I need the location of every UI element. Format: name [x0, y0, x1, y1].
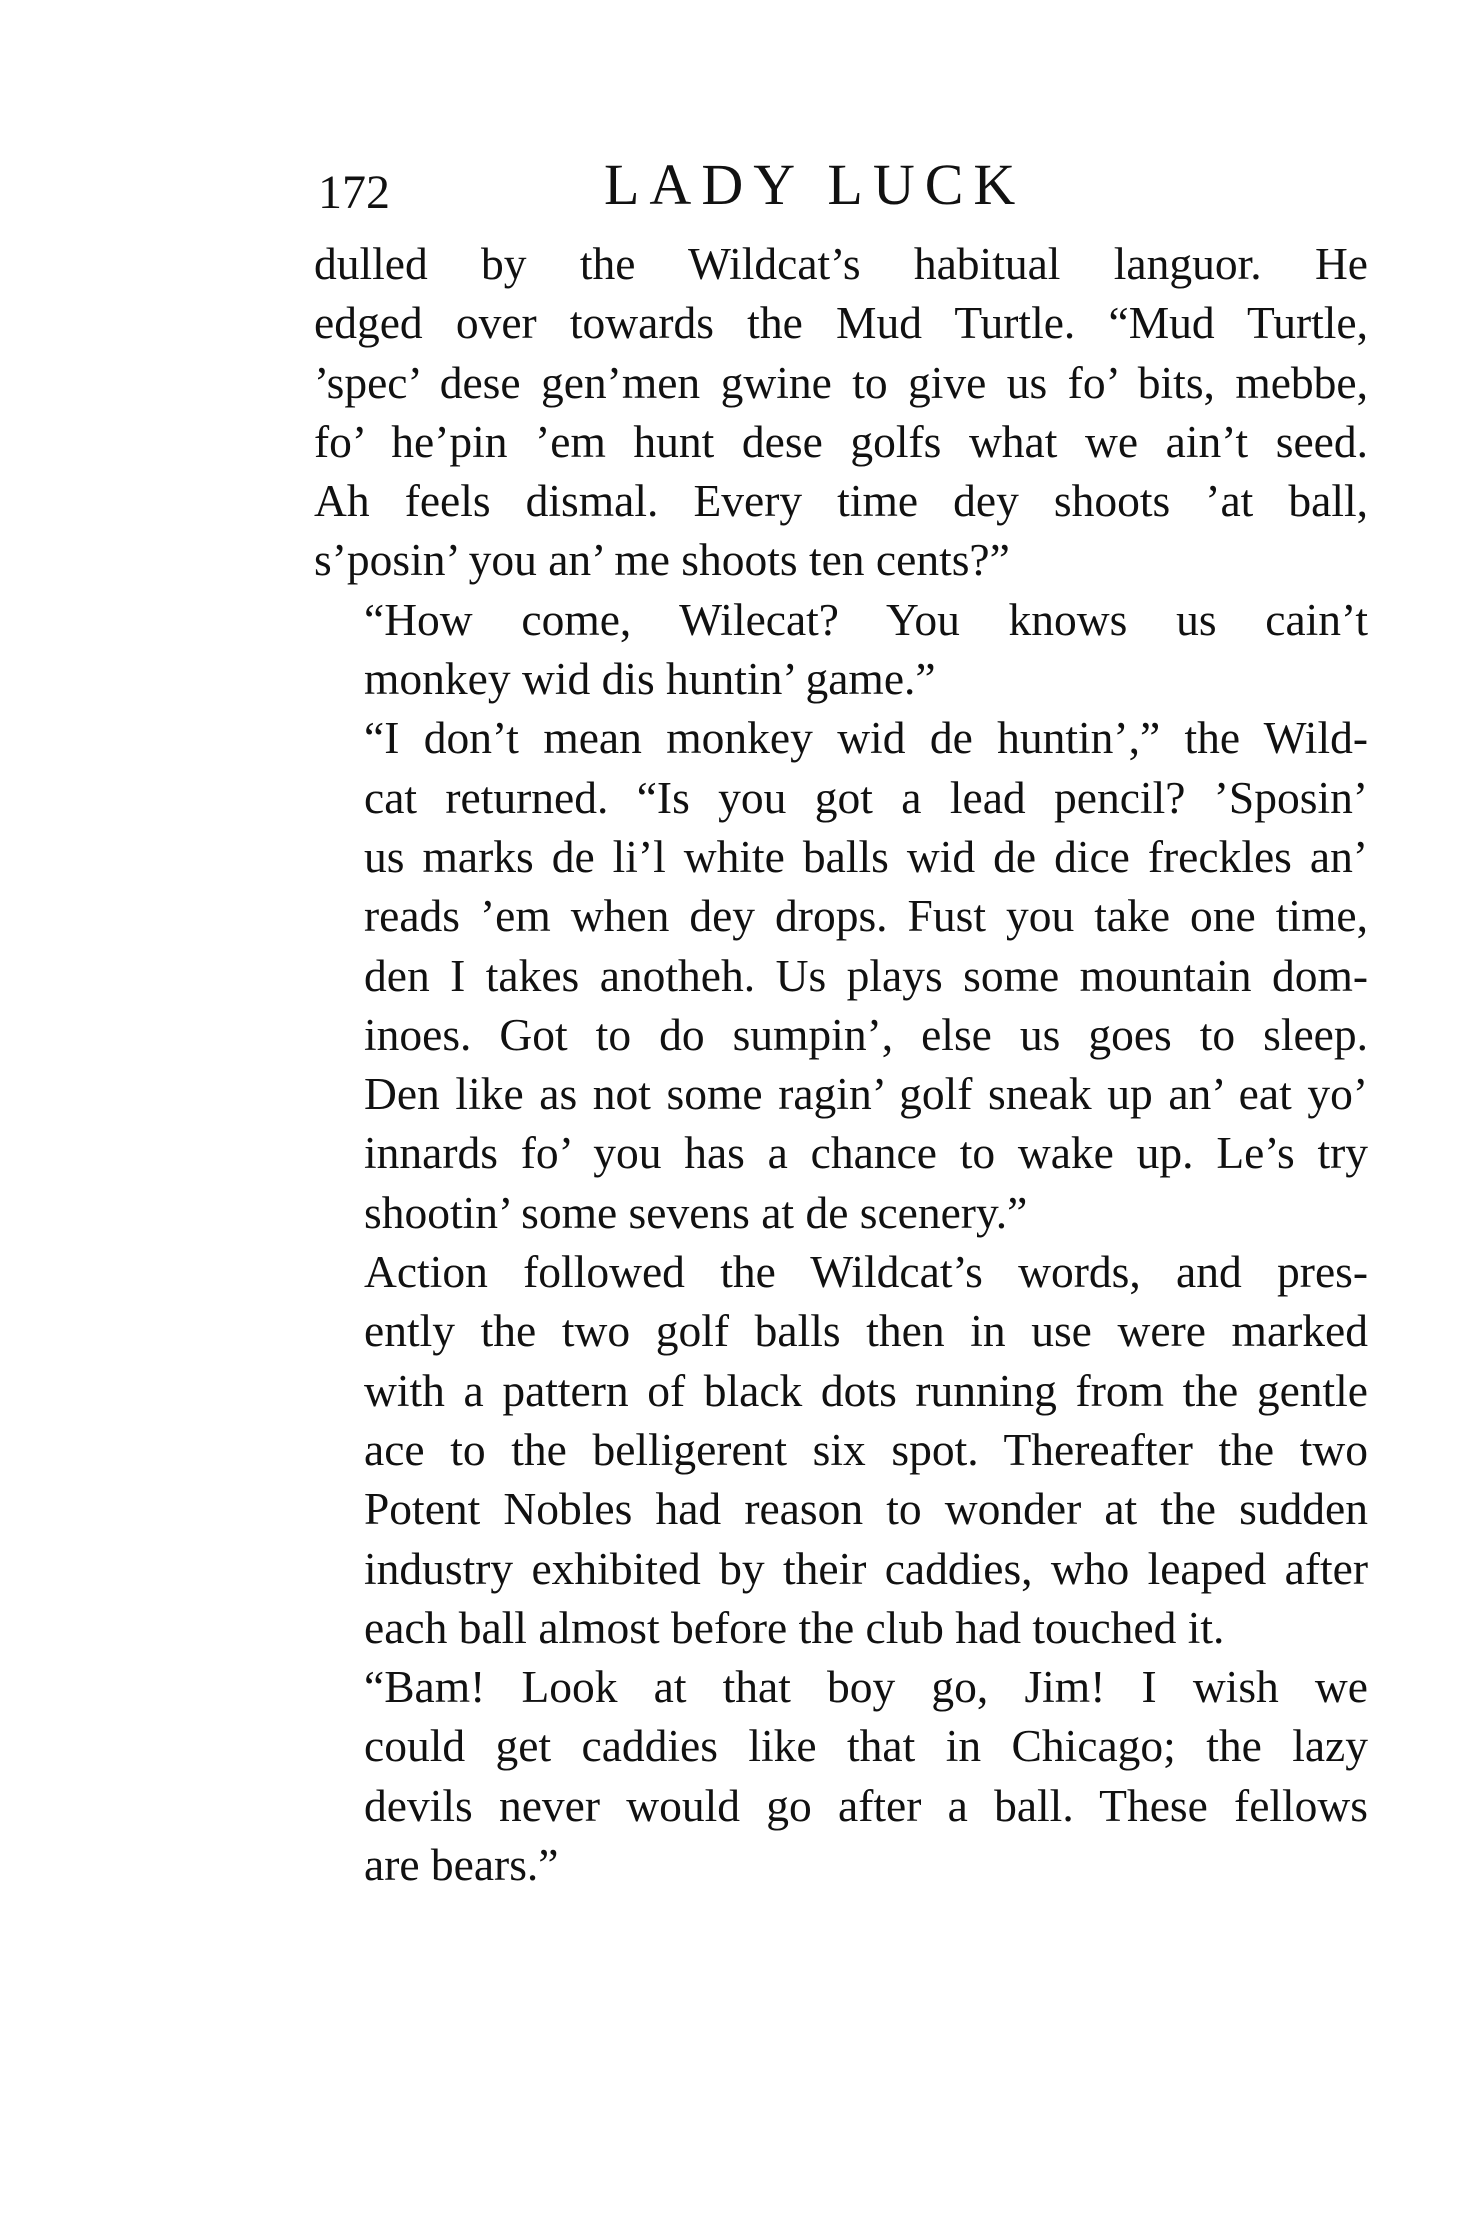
text-line: ently the two golf balls then in use were marked: [364, 1305, 1368, 1357]
text-line: “I don’t mean monkey wid de huntin’,” the Wild-: [364, 712, 1368, 764]
paragraph-1: [314, 234, 1368, 590]
text-line: Potent Nobles had reason to wonder at the sudden: [364, 1483, 1368, 1535]
text-line: cat returned. “Is you got a lead pencil? ’Sposin’: [364, 771, 1368, 823]
text-line: ace to the belligerent six spot. Thereafter the two: [364, 1423, 1368, 1475]
text-line: s’posin’ you an’ me shoots ten cents?”: [314, 534, 1010, 586]
text-line: monkey wid dis huntin’ game.”: [364, 653, 936, 705]
text-line: inoes. Got to do sumpin’, else us goes to sleep.: [364, 1008, 1368, 1060]
text-line: shootin’ some sevens at de scenery.”: [364, 1186, 1028, 1238]
text-line: with a pattern of black dots running from the gentle: [364, 1364, 1368, 1416]
paragraph-5: [314, 1657, 1368, 1894]
text-line: Ah feels dismal. Every time dey shoots ’at ball,: [314, 475, 1368, 527]
text-line: fo’ he’pin ’em hunt dese golfs what we ain’t seed.: [314, 415, 1368, 467]
text-line: Action followed the Wildcat’s words, and pres-: [364, 1246, 1368, 1298]
page-number: 172: [318, 166, 390, 219]
text-line: Den like as not some ragin’ golf sneak up an’ eat yo’: [364, 1068, 1368, 1120]
text-line: devils never would go after a ball. These fellows: [364, 1779, 1368, 1831]
text-line: den I takes anotheh. Us plays some mountain dom-: [364, 949, 1368, 1001]
paragraph-3: [314, 708, 1368, 1242]
text-line: ’spec’ dese gen’men gwine to give us fo’ bits, mebbe,: [314, 356, 1368, 408]
text-line: each ball almost before the club had touched it.: [364, 1601, 1225, 1653]
text-line: are bears.”: [364, 1839, 559, 1891]
book-page: [314, 150, 1368, 1894]
text-line: “Bam! Look at that boy go, Jim! I wish we: [364, 1661, 1368, 1713]
text-line: edged over towards the Mud Turtle. “Mud Turtle,: [314, 297, 1368, 349]
text-line: innards fo’ you has a chance to wake up. Le’s try: [364, 1127, 1368, 1179]
paragraph-4: [314, 1242, 1368, 1657]
running-head: [314, 150, 1368, 220]
text-line: us marks de li’l white balls wid de dice freckles an’: [364, 830, 1368, 882]
body-text: [314, 234, 1368, 1894]
text-line: industry exhibited by their caddies, who leaped after: [364, 1542, 1368, 1594]
running-title: LADY LUCK: [604, 152, 1026, 217]
text-line: could get caddies like that in Chicago; the lazy: [364, 1720, 1368, 1772]
paragraph-2: [314, 590, 1368, 709]
text-line: reads ’em when dey drops. Fust you take one time,: [364, 890, 1368, 942]
text-line: “How come, Wilecat? You knows us cain’t: [364, 593, 1368, 645]
text-line: dulled by the Wildcat’s habitual languor. He: [314, 238, 1368, 289]
